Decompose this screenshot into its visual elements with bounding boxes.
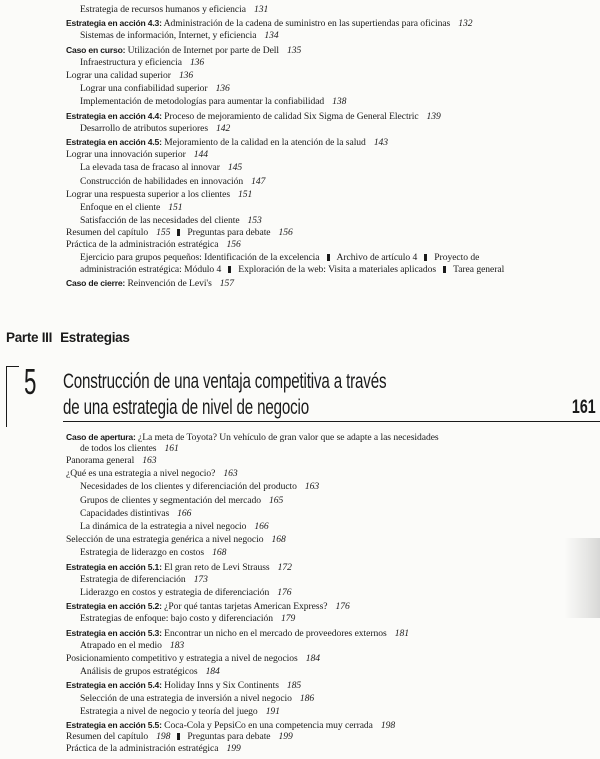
toc-entry — [66, 189, 252, 201]
toc-entry-page: 184 — [305, 653, 320, 664]
square-bullet-icon — [424, 254, 427, 261]
toc-entry-page: 136 — [215, 83, 230, 95]
toc-entry — [66, 17, 473, 30]
toc-entry-text: Liderazgo en costos y estrategia de diferenciación — [80, 587, 270, 598]
toc-entry-text: Administración de la cadena de suministro en las supertiendas para oficinas — [161, 18, 451, 30]
toc-entry — [66, 70, 193, 82]
toc-entry-label: Estrategia en acción 5.3: — [66, 627, 162, 638]
toc-entry — [66, 534, 286, 546]
toc-entry-page: 191 — [265, 705, 280, 717]
toc-entry-page: 173 — [193, 573, 208, 585]
toc-entry-page: 147 — [251, 175, 266, 187]
toc-entry-text: La elevada tasa de fracaso al innovar — [80, 162, 220, 174]
toc-entry-page: 176 — [335, 601, 350, 613]
toc-entry-text: Estrategias de enfoque: bajo costo y diferenciación — [80, 613, 273, 625]
toc-entry-page: 142 — [216, 122, 231, 134]
toc-entry-page: 139 — [426, 110, 441, 122]
toc-entry-text: Estrategia de liderazgo en costos — [80, 547, 205, 559]
toc-entry — [80, 30, 279, 42]
toc-entry-label: Estrategia en acción 4.5: — [66, 137, 162, 147]
toc-entry — [80, 215, 262, 227]
toc-entry-text: Utilización de Internet por parte de Dell — [125, 44, 280, 56]
chapter-rule — [63, 421, 600, 422]
toc-entry-page: 168 — [271, 534, 286, 546]
toc-practice-items-line2: administración estratégica: Módulo 4 Exploración de la web: Visita a materiales aplicados Tarea general — [80, 264, 505, 275]
toc-entry-text: Coca-Cola y PepsiCo en una competencia muy cerrada — [161, 720, 373, 731]
toc-entry-text: Estrategia a nivel de negocio y teoría del juego — [80, 705, 258, 717]
toc-entry-page: 163 — [142, 455, 157, 466]
toc-entry-page: 166 — [177, 507, 192, 519]
toc-entry-page: 163 — [304, 481, 320, 493]
toc-entry — [80, 4, 268, 16]
toc-entry-page: 136 — [178, 70, 194, 81]
toc-entry-label: Estrategia en acción 5.1: — [66, 561, 162, 572]
toc-entry-text: El gran reto de Levi Strauss — [161, 561, 270, 573]
toc-entry-page: 145 — [227, 162, 243, 174]
toc-entry — [66, 653, 320, 665]
toc-entry-label: Estrategia en acción 4.3: — [66, 18, 162, 29]
toc-entry — [80, 162, 242, 174]
toc-entry-text: Análisis de grupos estratégicos — [80, 666, 198, 678]
toc-entry-text: Infraestructura y eficiencia — [80, 56, 182, 68]
toc-entry-page: 151 — [238, 188, 253, 200]
toc-entry-page: 183 — [169, 639, 185, 651]
toc-entry-page: 143 — [373, 137, 389, 148]
square-bullet-icon — [177, 733, 180, 740]
toc-entry-text: Panorama general — [66, 455, 135, 466]
toc-entry-page: 135 — [287, 44, 302, 56]
toc-entry — [80, 547, 226, 559]
toc-entry-text: Lograr una confiabilidad superior — [80, 83, 208, 95]
toc-entry-page: 138 — [332, 96, 347, 108]
square-bullet-icon — [327, 254, 330, 261]
toc-entry-text: Grupos de clientes y segmentación del mercado — [80, 494, 262, 506]
toc-entry-page: 131 — [253, 4, 269, 15]
toc-entry-text: Atrapado en el medio — [80, 639, 162, 651]
toc-entry-text: Satisfacción de las necesidades del cliente — [80, 215, 240, 227]
toc-entry — [66, 600, 350, 613]
toc-entry-page: 134 — [264, 30, 279, 42]
toc-practice-items-line1: Ejercicio para grupos pequeños: Identificación de la excelencia Archivo de artículo 4 Proyecto de — [80, 252, 480, 263]
toc-entry — [66, 149, 208, 161]
toc-entry-text: Sistemas de información, Internet, y eficiencia — [80, 30, 257, 42]
toc-entry-page: 166 — [254, 521, 269, 532]
toc-entry-label: Estrategia en acción 5.4: — [66, 680, 162, 691]
chapter-bracket — [6, 366, 19, 427]
toc-entry-text: Estrategia de diferenciación — [80, 573, 186, 585]
toc-entry-practice-ch5: Práctica de la administración estratégica 199 — [66, 743, 241, 754]
toc-entry-text: Construcción de habilidades en innovación — [80, 175, 244, 187]
toc-entry-text: Holiday Inns y Six Continents — [161, 680, 279, 692]
chapter-number: 5 — [24, 361, 37, 402]
toc-entry-page: 153 — [247, 215, 262, 227]
chapter-title-line1: Construcción de una ventaja competitiva a través — [63, 370, 387, 393]
toc-entry-text: Proceso de mejoramiento de calidad Six Sigma de General Electric — [161, 110, 419, 122]
toc-entry-label: Estrategia en acción 4.4: — [66, 110, 162, 121]
toc-entry — [80, 481, 319, 493]
toc-entry — [80, 693, 314, 705]
toc-entry — [80, 587, 292, 599]
toc-entry-page: 163 — [223, 468, 238, 480]
toc-entry-text: Lograr una calidad superior — [66, 70, 171, 81]
toc-entry — [80, 666, 220, 678]
toc-entry — [80, 96, 346, 108]
toc-entry-page: 176 — [277, 587, 292, 598]
toc-entry-text: Selección de una estrategia de inversión a nivel negocio — [80, 692, 292, 704]
toc-entry-page: 144 — [193, 149, 208, 161]
toc-entry-text: Estrategia de recursos humanos y eficiencia — [80, 4, 246, 15]
toc-entry-text: Lograr una innovación superior — [66, 149, 186, 161]
toc-entry — [80, 640, 184, 652]
toc-entry-page: 132 — [458, 18, 473, 30]
chapter-title-line2: de una estrategia de nivel de negocio — [63, 396, 310, 419]
toc-entry-page: 136 — [189, 56, 205, 68]
toc-entry — [66, 455, 156, 467]
toc-entry-opening-case-cont: de todos los clientes 161 — [80, 443, 179, 454]
toc-entry-page: 181 — [394, 627, 409, 639]
toc-entry — [80, 176, 265, 188]
toc-entry-text: Necesidades de los clientes y diferenciación del producto — [80, 481, 297, 493]
toc-entry-text: Posicionamiento competitivo y estrategia a nivel de negocios — [66, 653, 298, 664]
toc-entry-summary: Resumen del capítulo 155 Preguntas para debate 156 — [66, 227, 293, 238]
toc-entry-text: Capacidades distintivas — [80, 507, 170, 519]
square-bullet-icon — [443, 266, 446, 273]
toc-entry — [66, 679, 301, 692]
square-bullet-icon — [177, 229, 180, 236]
toc-entry-label: Estrategia en acción 5.5: — [66, 720, 162, 730]
toc-entry — [66, 627, 409, 640]
square-bullet-icon — [228, 266, 231, 273]
toc-entry — [66, 136, 388, 149]
toc-entry-label: Estrategia en acción 5.2: — [66, 601, 162, 612]
toc-entry — [80, 83, 230, 95]
toc-entry — [80, 574, 208, 586]
part-heading: Parte III Estrategias — [6, 330, 130, 345]
toc-entry — [80, 495, 283, 507]
toc-entry-practice: Práctica de la administración estratégica 156 — [66, 239, 241, 250]
toc-entry — [80, 508, 191, 520]
toc-entry-page: 186 — [299, 692, 315, 704]
toc-entry-text: Encontrar un nicho en el mercado de proveedores externos — [161, 627, 387, 639]
toc-entry-opening-case: Caso de apertura: ¿La meta de Toyota? Un vehículo de gran valor que se adapte a las necesidades — [66, 432, 439, 443]
toc-entry-text: ¿Por qué tantas tarjetas American Express? — [161, 601, 328, 613]
toc-entry-text: La dinámica de la estrategia a nivel negocio — [80, 521, 247, 532]
toc-entry — [80, 706, 280, 718]
toc-entry-text: ¿Qué es una estrategia a nivel negocio? — [66, 468, 216, 480]
toc-entry — [66, 110, 441, 123]
toc-entry — [80, 123, 230, 135]
toc-entry-page: 179 — [280, 613, 296, 625]
toc-entry-page: 172 — [277, 561, 292, 573]
toc-entry-page: 151 — [168, 202, 183, 213]
toc-entry — [66, 561, 292, 574]
toc-entry — [66, 44, 301, 57]
toc-entry-text: Desarrollo de atributos superiores — [80, 122, 209, 134]
toc-entry-page: 165 — [269, 494, 284, 506]
toc-entry — [80, 57, 204, 69]
toc-entry-closing-case: Caso de cierre: Reinvención de Levi's 157 — [66, 278, 235, 289]
toc-entry-label: Caso en curso: — [66, 44, 126, 55]
toc-entry-page: 185 — [286, 680, 302, 692]
chapter-page-number: 161 — [572, 397, 596, 418]
toc-entry — [80, 613, 295, 625]
toc-entry-text: Enfoque en el cliente — [80, 202, 161, 213]
toc-entry-summary-ch5: Resumen del capítulo 198 Preguntas para debate 199 — [66, 731, 293, 742]
toc-entry-page: 198 — [380, 720, 396, 731]
toc-entry-text: Mejoramiento de la calidad en la atención de la salud — [161, 137, 366, 148]
toc-entry-page: 184 — [205, 666, 220, 678]
toc-entry — [80, 521, 269, 533]
toc-entry — [66, 468, 238, 480]
toc-entry-text: Implementación de metodologías para aumentar la confiabilidad — [80, 96, 325, 108]
toc-entry-page: 168 — [212, 547, 227, 559]
toc-entry — [80, 202, 182, 214]
toc-entry-text: Lograr una respuesta superior a los clientes — [66, 188, 231, 200]
page-edge-shadow — [564, 538, 600, 618]
toc-entry-text: Selección de una estrategia genérica a nivel negocio — [66, 534, 264, 546]
